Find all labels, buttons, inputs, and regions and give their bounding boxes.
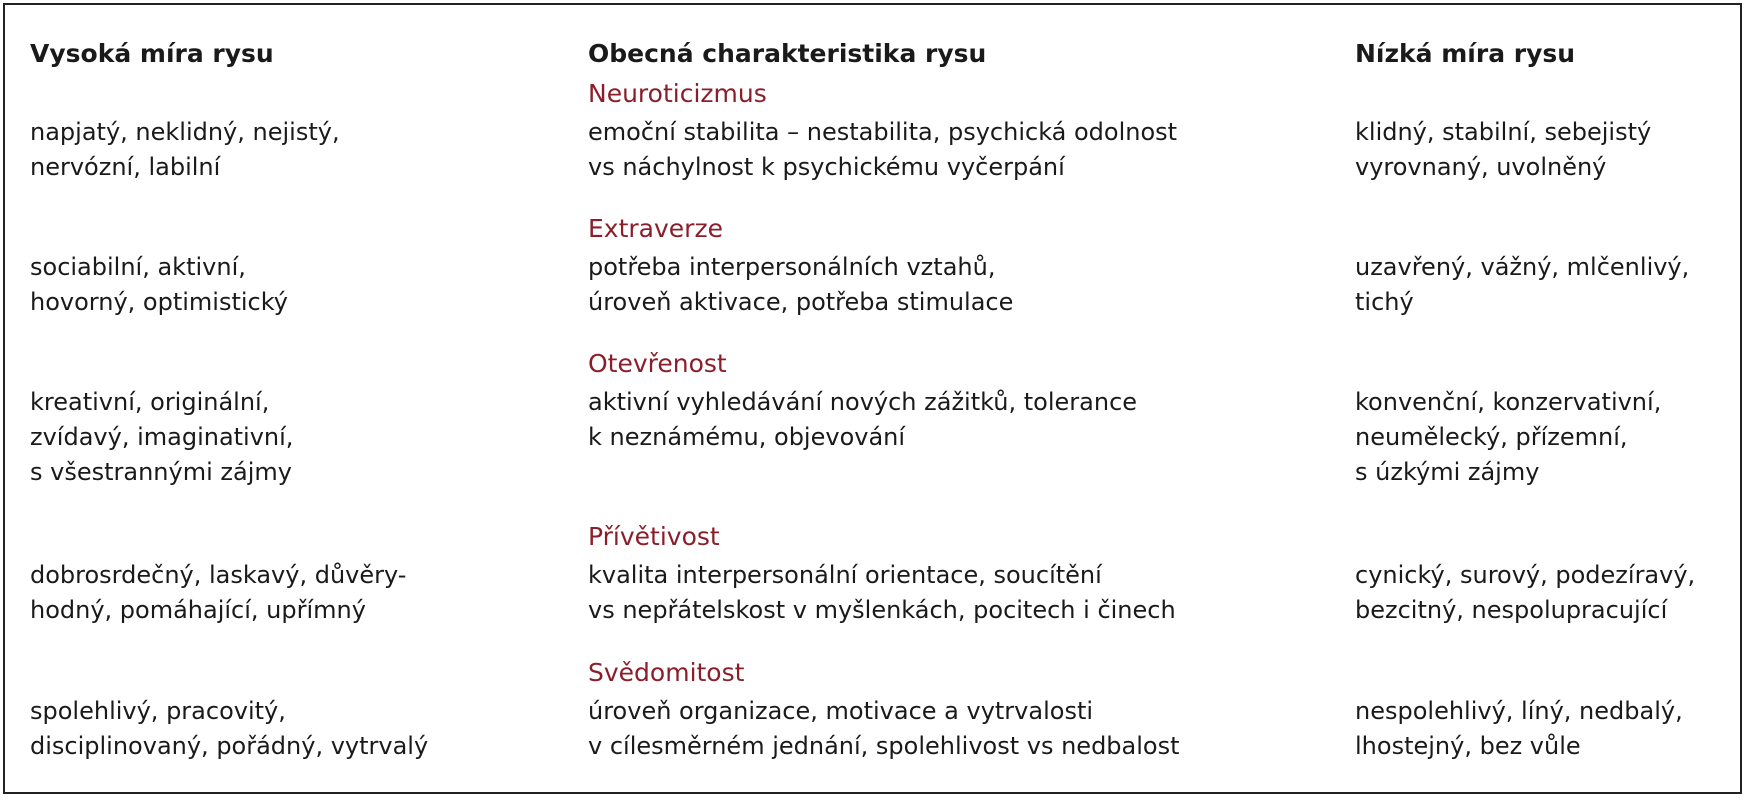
general-trait-openness: aktivní vyhledávání nových zážitků, tolerance k neznámému, objevování	[588, 388, 1138, 451]
high-trait-conscientiousness: spolehlivý, pracovitý, disciplinovaný, pořádný, vytrvalý	[30, 697, 429, 760]
trait-name-conscientiousness: Svědomitost	[588, 658, 745, 687]
general-trait-neuroticism: emoční stabilita – nestabilita, psychická odolnost vs náchylnost k psychickému vyčerpání	[588, 118, 1178, 181]
high-trait-agreeableness: dobrosrdečný, laskavý, důvěry- hodný, pomáhající, upřímný	[30, 561, 407, 624]
header-high: Vysoká míra rysu	[30, 39, 274, 68]
low-trait-conscientiousness: nespolehlivý, líný, nedbalý, lhostejný, bez vůle	[1355, 697, 1683, 760]
header-low: Nízká míra rysu	[1355, 39, 1576, 68]
low-trait-neuroticism: klidný, stabilní, sebejistý vyrovnaný, uvolněný	[1355, 118, 1652, 181]
high-trait-openness: kreativní, originální, zvídavý, imaginativní, s všestrannými zájmy	[30, 388, 294, 486]
general-trait-extraversion: potřeba interpersonálních vztahů, úroveň aktivace, potřeba stimulace	[588, 253, 1014, 316]
header-general: Obecná charakteristika rysu	[588, 39, 987, 68]
high-trait-neuroticism: napjatý, neklidný, nejistý, nervózní, labilní	[30, 118, 340, 181]
low-trait-extraversion: uzavřený, vážný, mlčenlivý, tichý	[1355, 253, 1690, 316]
low-trait-agreeableness: cynický, surový, podezíravý, bezcitný, nespolupracující	[1355, 561, 1696, 624]
trait-name-agreeableness: Přívětivost	[588, 522, 720, 551]
low-trait-openness: konvenční, konzervativní, neumělecký, přízemní, s úzkými zájmy	[1355, 388, 1662, 486]
high-trait-extraversion: sociabilní, aktivní, hovorný, optimistický	[30, 253, 288, 316]
general-trait-conscientiousness: úroveň organizace, motivace a vytrvalosti v cílesměrném jednání, spolehlivost vs nedbalost	[588, 697, 1180, 760]
trait-name-openness: Otevřenost	[588, 349, 727, 378]
general-trait-agreeableness: kvalita interpersonální orientace, soucítění vs nepřátelskost v myšlenkách, pocitech i činech	[588, 561, 1176, 624]
trait-name-neuroticism: Neuroticizmus	[588, 79, 767, 108]
trait-name-extraversion: Extraverze	[588, 214, 723, 243]
